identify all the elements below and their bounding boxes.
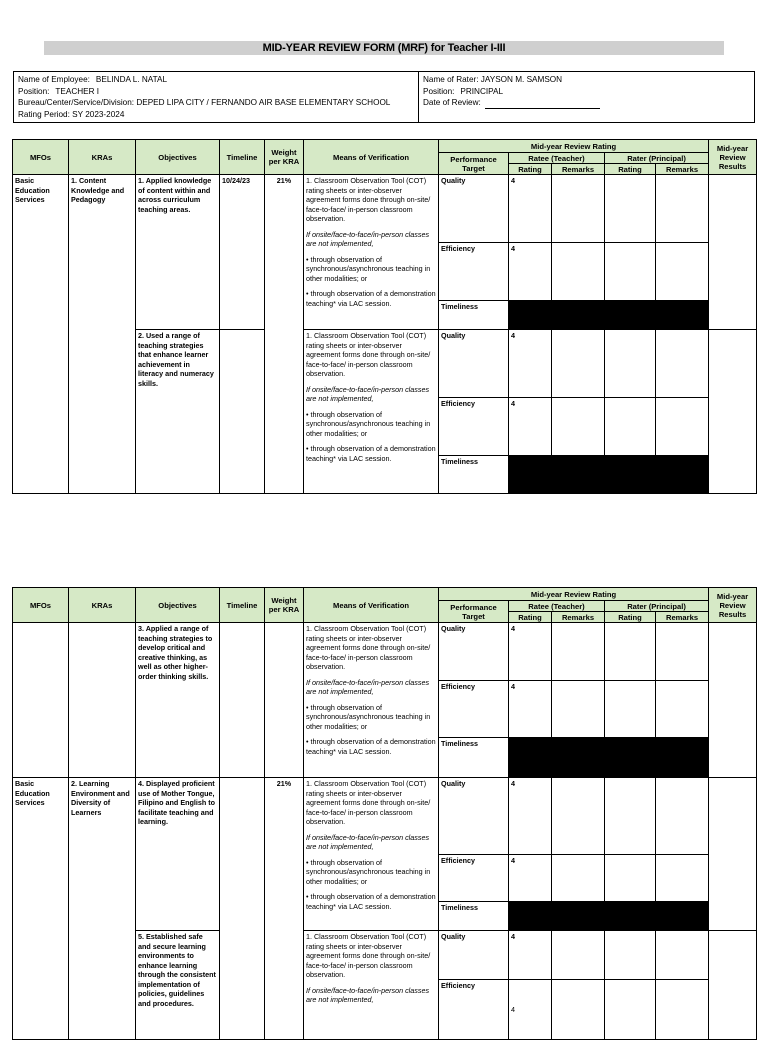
header-objectives: Objectives bbox=[136, 588, 220, 623]
rating-cell[interactable] bbox=[605, 623, 656, 681]
employee-info-box bbox=[13, 71, 755, 123]
header-rating: Rating bbox=[509, 612, 552, 623]
rating-value[interactable]: 4 bbox=[509, 175, 552, 243]
rating-value[interactable]: 4 bbox=[509, 623, 552, 681]
header-rater: Rater (Principal) bbox=[605, 601, 709, 612]
header-mfos: MFOs bbox=[13, 588, 69, 623]
mov-text: • through observation of a demonstration teaching* via LAC session. bbox=[306, 444, 436, 463]
rating-value[interactable]: 4 bbox=[509, 778, 552, 855]
remarks-cell[interactable] bbox=[656, 623, 709, 681]
header-rater: Rater (Principal) bbox=[605, 153, 709, 164]
remarks-cell[interactable] bbox=[552, 623, 605, 681]
review-table-1 bbox=[12, 139, 757, 494]
header-kras: KRAs bbox=[69, 588, 136, 623]
timeline-cell bbox=[220, 623, 265, 778]
header-rating: Rating bbox=[509, 164, 552, 175]
mov-cell bbox=[304, 330, 439, 494]
rating-value[interactable]: 4 bbox=[509, 980, 552, 1040]
remarks-cell[interactable] bbox=[656, 243, 709, 301]
target-quality: Quality bbox=[439, 778, 509, 855]
timeline-cell bbox=[220, 330, 265, 494]
mov-text: 1. Classroom Observation Tool (COT) rating sheets or inter-observer agreement forms done through on-site/ face-to-face/ in-person classroom observation. bbox=[306, 331, 431, 378]
header-remarks: Remarks bbox=[552, 164, 605, 175]
header-mov: Means of Verification bbox=[304, 588, 439, 623]
remarks-cell[interactable] bbox=[552, 175, 605, 243]
employee-info bbox=[14, 72, 419, 122]
rating-cell[interactable] bbox=[605, 398, 656, 456]
header-remarks: Remarks bbox=[552, 612, 605, 623]
employee-position: TEACHER I bbox=[55, 86, 100, 96]
rating-cell[interactable] bbox=[605, 931, 656, 980]
rating-cell[interactable] bbox=[605, 330, 656, 398]
target-timeliness: Timeliness bbox=[439, 456, 509, 494]
results-cell[interactable] bbox=[709, 778, 757, 931]
weight-cell bbox=[265, 623, 304, 778]
blackout-cell bbox=[552, 902, 605, 931]
remarks-cell[interactable] bbox=[552, 931, 605, 980]
remarks-cell[interactable] bbox=[552, 778, 605, 855]
rater-label: Name of Rater: bbox=[423, 75, 479, 84]
header-weight: Weight per KRA bbox=[265, 140, 304, 175]
rater-name: JAYSON M. SAMSON bbox=[480, 75, 563, 84]
rating-cell[interactable] bbox=[605, 778, 656, 855]
blackout-cell bbox=[656, 456, 709, 494]
blackout-cell bbox=[552, 456, 605, 494]
remarks-cell[interactable] bbox=[552, 398, 605, 456]
results-cell[interactable] bbox=[709, 931, 757, 1040]
period-label: Rating Period: bbox=[18, 109, 70, 119]
kra-cell: 1. Content Knowledge and Pedagogy bbox=[69, 175, 136, 494]
rating-cell[interactable] bbox=[605, 243, 656, 301]
target-timeliness: Timeliness bbox=[439, 301, 509, 330]
mov-text: • through observation of a demonstration teaching* via LAC session. bbox=[306, 892, 436, 911]
target-efficiency: Efficiency bbox=[439, 398, 509, 456]
remarks-cell[interactable] bbox=[656, 681, 709, 738]
kra-cell bbox=[69, 623, 136, 778]
remarks-cell[interactable] bbox=[552, 980, 605, 1040]
blackout-cell bbox=[656, 738, 709, 778]
rating-value[interactable]: 4 bbox=[509, 243, 552, 301]
header-objectives: Objectives bbox=[136, 140, 220, 175]
mov-text: If onsite/face-to-face/in-person classes are not implemented, bbox=[306, 384, 430, 403]
mov-text: If onsite/face-to-face/in-person classes are not implemented, bbox=[306, 677, 430, 696]
target-quality: Quality bbox=[439, 330, 509, 398]
mov-text: • through observation of synchronous/asynchronous teaching in other modalities; or bbox=[306, 702, 431, 731]
target-efficiency: Efficiency bbox=[439, 855, 509, 902]
review-table-2 bbox=[12, 587, 757, 1040]
objective-cell: 5. Established safe and secure learning environments to enhance learning through the consistent implementation of policies, guidelines and procedures. bbox=[136, 931, 220, 1040]
period-value: SY 2023-2024 bbox=[72, 109, 125, 119]
header-perf-target: Performance Target bbox=[439, 153, 509, 175]
rating-cell[interactable] bbox=[605, 855, 656, 902]
mov-text: If onsite/face-to-face/in-person classes are not implemented, bbox=[306, 832, 430, 851]
mfo-cell: Basic Education Services bbox=[13, 175, 69, 494]
date-of-review-field[interactable] bbox=[485, 100, 600, 109]
blackout-cell bbox=[605, 301, 656, 330]
header-results: Mid-year Review Results bbox=[709, 588, 757, 623]
header-perf-target: Performance Target bbox=[439, 601, 509, 623]
rater-position-label: Position: bbox=[423, 86, 455, 96]
rating-value[interactable]: 4 bbox=[509, 398, 552, 456]
mov-text: If onsite/face-to-face/in-person classes are not implemented, bbox=[306, 985, 430, 1004]
remarks-cell[interactable] bbox=[552, 330, 605, 398]
header-rating: Rating bbox=[605, 164, 656, 175]
blackout-cell bbox=[605, 902, 656, 931]
remarks-cell[interactable] bbox=[656, 855, 709, 902]
employee-name: BELINDA L. NATAL bbox=[95, 75, 168, 84]
blackout-cell bbox=[552, 738, 605, 778]
timeline-cell: 10/24/23 bbox=[220, 175, 265, 330]
remarks-cell[interactable] bbox=[552, 681, 605, 738]
blackout-cell bbox=[656, 902, 709, 931]
objective-cell: 3. Applied a range of teaching strategies to develop critical and creative thinking, as well as other higher-order thinking skills. bbox=[136, 623, 220, 778]
target-quality: Quality bbox=[439, 931, 509, 980]
header-weight: Weight per KRA bbox=[265, 588, 304, 623]
blackout-cell bbox=[509, 301, 552, 330]
position-label: Position: bbox=[18, 86, 50, 96]
blackout-cell bbox=[509, 456, 552, 494]
timeline-cell bbox=[220, 778, 265, 1040]
target-efficiency: Efficiency bbox=[439, 681, 509, 738]
objective-cell: 4. Displayed proficient use of Mother Tongue, Filipino and English to facilitate teaching and learning. bbox=[136, 778, 220, 931]
date-label: Date of Review: bbox=[423, 98, 481, 107]
objective-cell: 1. Applied knowledge of content within and across curriculum teaching areas. bbox=[136, 175, 220, 330]
remarks-cell[interactable] bbox=[656, 980, 709, 1040]
mov-text: 1. Classroom Observation Tool (COT) rating sheets or inter-observer agreement forms done through on-site/ face-to-face/ in-person classroom observation. bbox=[306, 176, 431, 223]
header-kras: KRAs bbox=[69, 140, 136, 175]
form-title: MID-YEAR REVIEW FORM (MRF) for Teacher I-III bbox=[44, 41, 724, 55]
remarks-cell[interactable] bbox=[656, 398, 709, 456]
header-ratee: Ratee (Teacher) bbox=[509, 601, 605, 612]
mfo-cell: Basic Education Services bbox=[13, 778, 69, 1040]
header-midyear-rating: Mid-year Review Rating bbox=[439, 140, 709, 153]
target-quality: Quality bbox=[439, 175, 509, 243]
mov-text: • through observation of synchronous/asynchronous teaching in other modalities; or bbox=[306, 857, 431, 886]
bureau-value: DEPED LIPA CITY / FERNANDO AIR BASE ELEMENTARY SCHOOL bbox=[136, 98, 391, 107]
mfo-cell bbox=[13, 623, 69, 778]
bureau-label: Bureau/Center/Service/Division: bbox=[18, 98, 135, 107]
mov-cell bbox=[304, 175, 439, 330]
rating-cell[interactable] bbox=[605, 980, 656, 1040]
header-mov: Means of Verification bbox=[304, 140, 439, 175]
rater-position: PRINCIPAL bbox=[460, 86, 504, 96]
remarks-cell[interactable] bbox=[656, 778, 709, 855]
blackout-cell bbox=[605, 456, 656, 494]
weight-cell: 21% bbox=[265, 175, 304, 494]
header-remarks: Remarks bbox=[656, 164, 709, 175]
rating-value[interactable]: 4 bbox=[509, 330, 552, 398]
header-mfos: MFOs bbox=[13, 140, 69, 175]
kra-cell: 2. Learning Environment and Diversity of Learners bbox=[69, 778, 136, 1040]
mov-text: 1. Classroom Observation Tool (COT) rating sheets or inter-observer agreement forms done through on-site/ face-to-face/ in-person classroom observation. bbox=[306, 932, 431, 979]
results-cell[interactable] bbox=[709, 175, 757, 330]
target-timeliness: Timeliness bbox=[439, 902, 509, 931]
mov-cell bbox=[304, 778, 439, 931]
employee-label: Name of Employee: bbox=[18, 75, 90, 84]
header-ratee: Ratee (Teacher) bbox=[509, 153, 605, 164]
blackout-cell bbox=[656, 301, 709, 330]
blackout-cell bbox=[509, 902, 552, 931]
header-timeline: Timeline bbox=[220, 588, 265, 623]
mov-text: • through observation of synchronous/asynchronous teaching in other modalities; or bbox=[306, 254, 431, 283]
target-efficiency: Efficiency bbox=[439, 980, 509, 1040]
remarks-cell[interactable] bbox=[656, 175, 709, 243]
mov-text: 1. Classroom Observation Tool (COT) rating sheets or inter-observer agreement forms done through on-site/ face-to-face/ in-person classroom observation. bbox=[306, 779, 431, 826]
mov-text: If onsite/face-to-face/in-person classes are not implemented, bbox=[306, 229, 430, 248]
blackout-cell bbox=[552, 301, 605, 330]
header-rating: Rating bbox=[605, 612, 656, 623]
blackout-cell bbox=[605, 738, 656, 778]
header-remarks: Remarks bbox=[656, 612, 709, 623]
remarks-cell[interactable] bbox=[552, 855, 605, 902]
header-results: Mid-year Review Results bbox=[709, 140, 757, 175]
target-timeliness: Timeliness bbox=[439, 738, 509, 778]
results-cell[interactable] bbox=[709, 330, 757, 494]
mov-text: • through observation of synchronous/asynchronous teaching in other modalities; or bbox=[306, 409, 431, 438]
mov-text: 1. Classroom Observation Tool (COT) rating sheets or inter-observer agreement forms done through on-site/ face-to-face/ in-person classroom observation. bbox=[306, 624, 431, 671]
mov-cell bbox=[304, 931, 439, 1040]
objective-cell: 2. Used a range of teaching strategies that enhance learner achievement in literacy and numeracy skills. bbox=[136, 330, 220, 494]
rating-value[interactable]: 4 bbox=[509, 681, 552, 738]
remarks-cell[interactable] bbox=[656, 330, 709, 398]
target-quality: Quality bbox=[439, 623, 509, 681]
rater-info bbox=[419, 72, 754, 122]
weight-cell: 21% bbox=[265, 778, 304, 1040]
mov-cell bbox=[304, 623, 439, 778]
header-timeline: Timeline bbox=[220, 140, 265, 175]
blackout-cell bbox=[509, 738, 552, 778]
rating-value[interactable]: 4 bbox=[509, 855, 552, 902]
rating-cell[interactable] bbox=[605, 681, 656, 738]
rating-value[interactable]: 4 bbox=[509, 931, 552, 980]
mov-text: • through observation of a demonstration teaching* via LAC session. bbox=[306, 289, 436, 308]
rating-cell[interactable] bbox=[605, 175, 656, 243]
remarks-cell[interactable] bbox=[552, 243, 605, 301]
results-cell[interactable] bbox=[709, 623, 757, 778]
target-efficiency: Efficiency bbox=[439, 243, 509, 301]
remarks-cell[interactable] bbox=[656, 931, 709, 980]
mov-text: • through observation of a demonstration teaching* via LAC session. bbox=[306, 737, 436, 756]
header-midyear-rating: Mid-year Review Rating bbox=[439, 588, 709, 601]
